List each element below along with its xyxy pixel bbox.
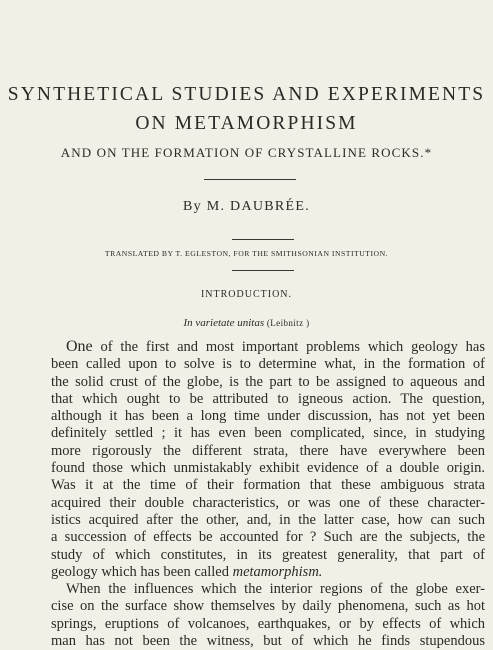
title-line-1: SYNTHETICAL STUDIES AND EXPERIMENTS xyxy=(7,84,486,105)
byline-divider xyxy=(232,239,294,240)
body-line: study of which constitutes, in its greatest generality, that part of xyxy=(51,546,485,563)
drop-word: One xyxy=(66,338,93,355)
section-heading: INTRODUCTION. xyxy=(200,289,293,300)
body-line: that which ought to be attributed to igneous action. The question, xyxy=(51,390,485,407)
body-line: When the influences which the interior regions of the globe exer- xyxy=(66,581,485,598)
body-line: One of the first and most important problems which geology has xyxy=(66,338,485,355)
translation-divider xyxy=(232,270,294,271)
title-line-2: ON METAMORPHISM xyxy=(135,113,358,134)
translation-note: TRANSLATED BY T. EGLESTON, FOR THE SMITHSONIAN INSTITUTION. xyxy=(104,249,389,258)
body-line: been called upon to solve is to determine what, in the formation of xyxy=(51,356,485,373)
body-line: cise on the surface show themselves by daily phenomena, such as hot xyxy=(51,598,485,615)
motto-attribution: (Leibnitz ) xyxy=(266,318,310,328)
body-line: a succession of effects be accounted for ? Such are the subjects, the xyxy=(51,529,485,546)
body-line: acquired their double characteristics, or was one of these character- xyxy=(51,494,485,511)
body-line: springs, eruptions of volcanoes, earthquakes, or by effects of which xyxy=(51,615,485,632)
byline-by: By xyxy=(182,199,202,214)
motto-text: In varietate unitas xyxy=(183,317,265,329)
body-line: Was it at the time of their formation that these ambiguous strata xyxy=(51,477,485,494)
body-line: although it has been a long time under discussion, has not yet been xyxy=(51,408,485,425)
body-line: geology which has been called metamorphism. xyxy=(51,563,323,580)
term-metamorphism: metamorphism. xyxy=(232,563,323,580)
byline-author: M. DAUBRÉE. xyxy=(206,199,311,214)
body-line: man has not been the witness, but of which he finds stupendous xyxy=(51,633,485,650)
body-line: the solid crust of the globe, is the part to be assigned to aqueous and xyxy=(51,373,485,390)
body-line: more rigorously the different strata, there have everywhere been xyxy=(51,442,485,459)
body-line: found those which unmistakably exhibit evidence of a double origin. xyxy=(51,460,485,477)
body-line: definitely settled ; it has even been complicated, since, in studying xyxy=(51,425,485,442)
author-byline xyxy=(0,199,493,215)
motto xyxy=(0,317,493,329)
body-line: istics acquired after the other, and, in the latter case, how can such xyxy=(51,511,485,528)
subtitle-line: AND ON THE FORMATION OF CRYSTALLINE ROCKS.* xyxy=(60,145,433,160)
body-text xyxy=(51,338,485,650)
title-divider xyxy=(204,179,296,180)
